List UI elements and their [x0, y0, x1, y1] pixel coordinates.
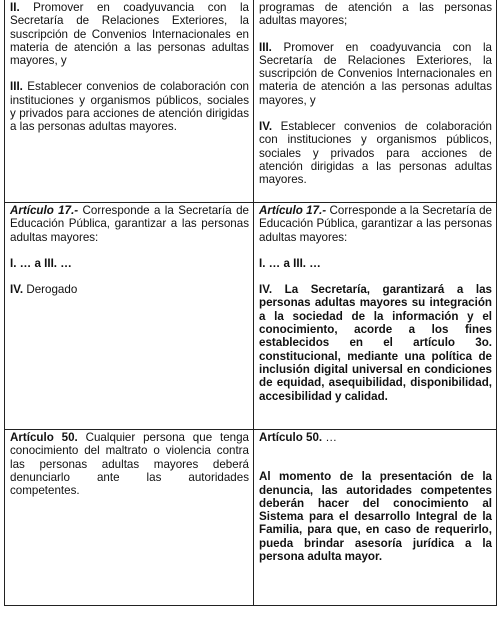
proposed-text-cell: [254, 430, 497, 606]
added-paragraph: [259, 470, 492, 563]
article-text: Corresponde a la Secretaría de Educación Pública, garantizar a las personas adultas mayores:: [10, 204, 249, 244]
paragraph: [10, 204, 249, 244]
fraction-label: IV.: [259, 120, 273, 134]
paragraph: [259, 120, 492, 186]
fraction-label: III.: [259, 40, 272, 54]
paragraph: [10, 431, 249, 497]
added-fraction-text: La Secretaría, garantizará a las personas adultas mayores su integración a la sociedad de la información y el conocimiento, acorde a los fines establecidos en el artículo 3o. constitucional, mediante una política de inclusión digital universal en condiciones de equidad, asequibilidad, disponibilidad, accesibilidad y calidad.: [259, 283, 492, 403]
added-text: Al momento de la presentación de la denuncia, las autoridades competentes deberán hacer del conocimiento al Sistema para el desarrollo Integral de la Familia, para que, en caso de requerirlo, pueda brindar asesoría jurídica a la persona adulta mayor.: [259, 470, 492, 564]
article-title: Artículo 17.-: [10, 204, 79, 217]
fraction-label: IV.: [10, 283, 24, 297]
fraction-label: II.: [10, 1, 20, 14]
paragraph: [10, 80, 249, 133]
article-title: Artículo 50.: [10, 431, 78, 444]
table-row: [5, 203, 497, 430]
fraction-text: Establecer convenios de colaboración con instituciones y organismos públicos, sociales y privados para acciones de atención dirigidas a las personas adultas mayores.: [10, 80, 249, 134]
paragraph: [10, 1, 249, 67]
comparison-table-sheet: [4, 0, 496, 614]
paragraph: [10, 283, 249, 296]
current-text-cell: [5, 430, 254, 606]
table-row: [5, 0, 497, 203]
proposed-text-cell: [254, 203, 497, 430]
paragraph: [259, 283, 492, 403]
article-text: Cualquier persona que tenga conocimiento del maltrato o violencia contra las personas adultas mayores deberá denunciarlo ante las autoridades competentes.: [10, 431, 250, 498]
fraction-text: Promover en coadyuvancia con la Secretaría de Relaciones Exteriores, la suscripción de Convenios Internacionales en materia de atención a las personas adultas mayores, y: [10, 1, 249, 68]
fraction-text: Promover en coadyuvancia con la Secretaría de Relaciones Exteriores, la suscripción de Convenios Internacionales en materia de atención a las personas adultas mayores, y: [259, 40, 492, 107]
paragraph: programas de atención a las personas adultas mayores;: [259, 1, 492, 28]
article-title: Artículo 17.-: [259, 204, 327, 217]
paragraph: [259, 41, 492, 107]
fraction-text: Establecer convenios de colaboración con instituciones y organismos públicos, sociales y privados para acciones de atención dirigidas a las personas adultas mayores.: [259, 120, 492, 187]
fraction-text: Derogado: [23, 283, 78, 297]
paragraph: [259, 431, 492, 444]
article-title: Artículo 50.: [259, 431, 323, 444]
fraction-range: I. … a III. …: [10, 256, 72, 270]
paragraph: [259, 204, 492, 244]
fraction-label: IV.: [259, 283, 273, 297]
fraction-range: I. … a III. …: [259, 256, 321, 270]
current-text-cell: [5, 0, 254, 203]
table-row: [5, 430, 497, 606]
article-text: …: [322, 431, 337, 444]
current-text-cell: [5, 203, 254, 430]
proposed-text-cell: [254, 0, 497, 203]
fraction-label: III.: [10, 80, 23, 94]
comparison-table: [4, 0, 497, 606]
article-text: Corresponde a la Secretaría de Educación Pública, garantizar a las personas adultas mayores:: [259, 204, 492, 244]
